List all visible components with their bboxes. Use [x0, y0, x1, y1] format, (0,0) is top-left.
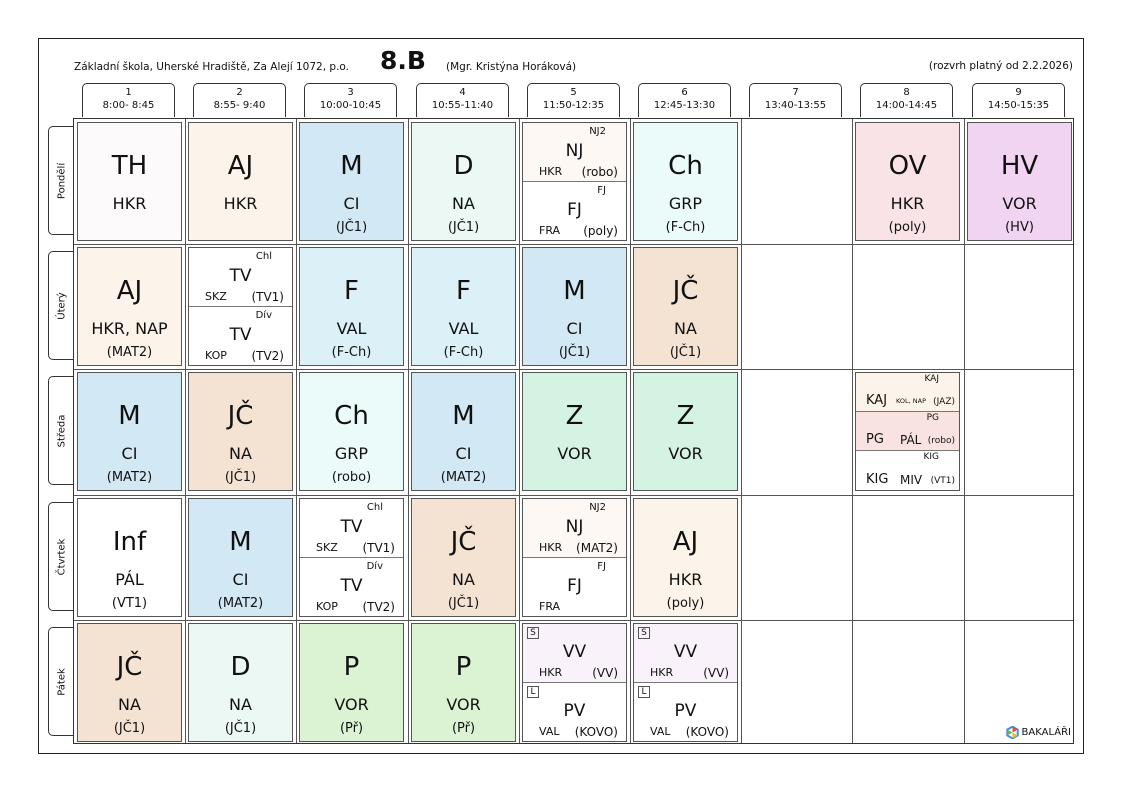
- lesson-subject: VV: [673, 642, 698, 662]
- lesson-room: (JČ1): [447, 596, 480, 611]
- lesson-teacher: HKR: [539, 665, 563, 679]
- period-time: 13:40-13:55: [764, 100, 827, 111]
- lesson-subject: PV: [563, 700, 586, 721]
- lesson-cell[interactable]: [855, 372, 960, 491]
- lesson-subject: Ch: [668, 151, 703, 181]
- lesson-room: (robo): [331, 470, 372, 485]
- period-time: 11:50-12:35: [542, 100, 605, 111]
- period-time: 8:00- 8:45: [102, 100, 155, 111]
- lesson-room: (F-Ch): [665, 220, 706, 235]
- lesson-room: (robo): [581, 164, 618, 179]
- lesson-teacher: PÁL: [115, 570, 144, 589]
- lesson-cell[interactable]: [188, 372, 293, 491]
- lesson-teacher: MIV: [900, 472, 923, 487]
- lesson-group[interactable]: [523, 624, 626, 683]
- lesson-subject: HV: [1000, 151, 1039, 181]
- grid-column-divider: [185, 119, 186, 743]
- lesson-room: (JČ1): [335, 220, 368, 235]
- lesson-teacher: HKR: [539, 540, 563, 554]
- day-name: Pondělí: [56, 162, 67, 199]
- period-header-9: [972, 83, 1065, 117]
- lesson-cell[interactable]: [411, 372, 516, 491]
- lesson-teacher: HKR: [112, 194, 147, 213]
- lesson-cell[interactable]: [967, 122, 1072, 241]
- lesson-cell[interactable]: [522, 372, 627, 491]
- lesson-teacher: NA: [674, 319, 697, 338]
- lesson-group[interactable]: [523, 123, 626, 182]
- lesson-teacher: CI: [455, 444, 472, 463]
- lesson-cell[interactable]: [522, 122, 627, 241]
- lesson-teacher: VAL: [336, 319, 367, 338]
- day-label-1: [48, 251, 74, 360]
- lesson-cell[interactable]: [522, 498, 627, 617]
- lesson-teacher: VAL: [650, 725, 671, 738]
- lesson-teacher: NA: [452, 570, 475, 589]
- lesson-group[interactable]: [300, 499, 403, 558]
- lesson-cell[interactable]: [188, 247, 293, 366]
- lesson-teacher: GRP: [334, 444, 369, 463]
- lesson-group-name: Dív: [255, 309, 272, 321]
- lesson-room: (VT1): [930, 475, 955, 486]
- lesson-subject: TV: [229, 266, 252, 286]
- lesson-group[interactable]: [634, 624, 737, 683]
- lesson-room: (TV1): [362, 540, 395, 555]
- lesson-cell[interactable]: [77, 122, 182, 241]
- period-number: 5: [570, 87, 577, 98]
- lesson-subject: M: [229, 527, 252, 557]
- lesson-room: (MAT2): [217, 596, 264, 611]
- lesson-group[interactable]: [523, 182, 626, 241]
- week-marker: L: [527, 686, 539, 698]
- lesson-subject: Ch: [334, 401, 369, 431]
- lesson-teacher: NA: [229, 444, 252, 463]
- lesson-teacher: VOR: [557, 444, 592, 463]
- period-header-4: [416, 83, 509, 117]
- lesson-room: (JČ1): [224, 721, 257, 736]
- lesson-room: (KOVO): [685, 725, 729, 739]
- lesson-cell[interactable]: [77, 623, 182, 742]
- lesson-cell[interactable]: [77, 498, 182, 617]
- grid-row-divider: [74, 244, 1073, 245]
- lesson-room: (Př): [451, 721, 476, 736]
- lesson-room: (MAT2): [576, 540, 618, 555]
- lesson-subject: JČ: [227, 401, 254, 431]
- lesson-cell[interactable]: [77, 372, 182, 491]
- period-time: 12:45-13:30: [653, 100, 716, 111]
- lesson-teacher: VAL: [539, 725, 560, 738]
- lesson-group[interactable]: [856, 451, 959, 490]
- lesson-group-name: NJ2: [589, 502, 606, 513]
- lesson-cell[interactable]: [299, 122, 404, 241]
- lesson-group-name: FJ: [597, 560, 606, 572]
- lesson-subject: F: [344, 276, 359, 306]
- lesson-subject: M: [340, 151, 363, 181]
- period-number: 4: [459, 87, 466, 98]
- lesson-cell[interactable]: [633, 122, 738, 241]
- lesson-room: (JČ1): [447, 220, 480, 235]
- lesson-teacher: VOR: [446, 695, 481, 714]
- lesson-group-name: Dív: [366, 560, 383, 572]
- lesson-room: (MAT2): [440, 470, 487, 485]
- day-label-4: [48, 627, 74, 736]
- lesson-group[interactable]: [300, 558, 403, 617]
- day-name: Úterý: [56, 291, 67, 320]
- lesson-teacher: KOL, NAP: [896, 396, 927, 405]
- lesson-group-name: Chl: [366, 502, 383, 513]
- lesson-room: (KOVO): [574, 725, 618, 739]
- lesson-subject: P: [343, 652, 360, 682]
- lesson-subject: JČ: [116, 652, 143, 682]
- lesson-room: (TV1): [251, 289, 284, 304]
- period-time: 8:55- 9:40: [213, 100, 266, 111]
- lesson-cell[interactable]: [77, 247, 182, 366]
- lesson-group[interactable]: [856, 412, 959, 451]
- lesson-group[interactable]: [856, 373, 959, 412]
- lesson-teacher: GRP: [668, 194, 703, 213]
- lesson-room: (JČ1): [113, 721, 146, 736]
- lesson-subject: NJ: [565, 517, 584, 537]
- lesson-cell[interactable]: [633, 247, 738, 366]
- lesson-teacher: PÁL: [900, 432, 922, 447]
- lesson-subject: Z: [565, 401, 584, 431]
- lesson-group[interactable]: [523, 499, 626, 558]
- lesson-group-name: KAJ: [924, 374, 939, 384]
- lesson-subject: JČ: [672, 276, 699, 306]
- lesson-subject: AJ: [116, 276, 143, 306]
- lesson-room: (TV2): [362, 600, 395, 614]
- lesson-subject: Z: [676, 401, 695, 431]
- lesson-room: (poly): [888, 220, 927, 235]
- lesson-cell[interactable]: [299, 498, 404, 617]
- lesson-subject: TV: [229, 324, 252, 345]
- lesson-group[interactable]: [523, 683, 626, 742]
- lesson-room: (JAZ): [933, 396, 955, 407]
- lesson-group[interactable]: [523, 558, 626, 617]
- lesson-subject: KIG: [866, 471, 889, 487]
- lesson-teacher: NA: [229, 695, 252, 714]
- lesson-room: (poly): [666, 596, 705, 611]
- lesson-cell[interactable]: [299, 623, 404, 742]
- lesson-teacher: VOR: [668, 444, 703, 463]
- lesson-teacher: FRA: [539, 224, 561, 237]
- week-marker: S: [638, 627, 650, 639]
- lesson-subject: P: [455, 652, 472, 682]
- period-header-3: [304, 83, 397, 117]
- lesson-group-name: KIG: [923, 451, 939, 462]
- day-label-3: [48, 502, 74, 611]
- period-number: 8: [903, 87, 910, 98]
- period-header-5: [527, 83, 620, 117]
- lesson-teacher: NA: [452, 194, 475, 213]
- lesson-subject: F: [456, 276, 471, 306]
- period-time: 14:00-14:45: [875, 100, 938, 111]
- grid-row-divider: [74, 369, 1073, 370]
- period-number: 2: [236, 87, 243, 98]
- lesson-cell[interactable]: [522, 247, 627, 366]
- day-name: Čtvrtek: [56, 538, 67, 575]
- lesson-teacher: FRA: [539, 600, 561, 613]
- lesson-cell[interactable]: [188, 498, 293, 617]
- lesson-teacher: HKR: [223, 194, 258, 213]
- lesson-group-name: NJ2: [589, 126, 606, 137]
- grid-row-divider: [74, 620, 1073, 621]
- lesson-cell[interactable]: [411, 247, 516, 366]
- lesson-room: (F-Ch): [443, 345, 484, 360]
- grid-column-divider: [408, 119, 409, 743]
- lesson-room: (poly): [583, 224, 618, 238]
- period-number: 1: [125, 87, 132, 98]
- lesson-subject: D: [453, 151, 474, 181]
- lesson-teacher: SKZ: [316, 540, 338, 554]
- bakalari-logo: [1006, 726, 1071, 739]
- lesson-subject: AJ: [672, 527, 699, 557]
- lesson-room: (VT1): [111, 596, 148, 611]
- lesson-teacher: NA: [118, 695, 141, 714]
- period-header-8: [860, 83, 953, 117]
- period-header-2: [193, 83, 286, 117]
- lesson-subject: OV: [888, 151, 927, 181]
- lesson-cell[interactable]: [299, 372, 404, 491]
- lesson-room: (MAT2): [106, 470, 153, 485]
- lesson-subject: TV: [340, 575, 363, 596]
- lesson-subject: D: [230, 652, 251, 682]
- lesson-room: (VV): [703, 665, 729, 680]
- lesson-group-name: Chl: [255, 251, 272, 262]
- lesson-room: (JČ1): [669, 345, 702, 360]
- lesson-subject: M: [563, 276, 586, 306]
- lesson-cell[interactable]: [855, 122, 960, 241]
- lesson-cell[interactable]: [522, 623, 627, 742]
- day-label-2: [48, 376, 74, 485]
- period-number: 3: [347, 87, 354, 98]
- lesson-room: (F-Ch): [331, 345, 372, 360]
- grid-row-divider: [74, 495, 1073, 496]
- period-time: 10:00-10:45: [319, 100, 382, 111]
- grid-column-divider: [852, 119, 853, 743]
- lesson-room: (HV): [1005, 220, 1034, 235]
- lesson-teacher: VOR: [1002, 194, 1037, 213]
- lesson-cell[interactable]: [411, 623, 516, 742]
- lesson-teacher: CI: [566, 319, 583, 338]
- lesson-subject: FJ: [567, 575, 582, 596]
- lesson-teacher: KOP: [316, 600, 338, 613]
- week-marker: L: [638, 686, 650, 698]
- lesson-subject: NJ: [565, 141, 584, 161]
- logo-text: BAKALÁŘI: [1021, 727, 1071, 738]
- lesson-group-name: PG: [926, 412, 939, 423]
- lesson-group[interactable]: [634, 683, 737, 742]
- lesson-subject: JČ: [450, 527, 477, 557]
- lesson-teacher: HKR: [539, 164, 563, 178]
- lesson-group-name: FJ: [597, 184, 606, 196]
- lesson-teacher: CI: [121, 444, 138, 463]
- lesson-room: (robo): [927, 435, 955, 446]
- lesson-cell[interactable]: [633, 623, 738, 742]
- lesson-teacher: VAL: [448, 319, 479, 338]
- period-header-1: [82, 83, 175, 117]
- period-time: 14:50-15:35: [987, 100, 1050, 111]
- lesson-teacher: SKZ: [205, 289, 227, 303]
- lesson-subject: AJ: [227, 151, 254, 181]
- grid-column-divider: [964, 119, 965, 743]
- grid-column-divider: [519, 119, 520, 743]
- lesson-teacher: HKR: [650, 665, 674, 679]
- school-name: Základní škola, Uherské Hradiště, Za Alejí 1072, p.o.: [74, 61, 349, 73]
- grid-column-divider: [630, 119, 631, 743]
- day-name: Pátek: [56, 667, 67, 696]
- lesson-room: (JČ1): [558, 345, 591, 360]
- period-time: 10:55-11:40: [431, 100, 494, 111]
- lesson-cell[interactable]: [188, 623, 293, 742]
- lesson-subject: Inf: [112, 527, 147, 557]
- lesson-subject: PG: [866, 431, 884, 447]
- lesson-subject: PV: [674, 700, 697, 721]
- lesson-room: (VV): [592, 665, 618, 680]
- lesson-cell[interactable]: [633, 372, 738, 491]
- period-header-6: [638, 83, 731, 117]
- lesson-cell[interactable]: [299, 247, 404, 366]
- lesson-teacher: HKR: [668, 570, 703, 589]
- period-number: 7: [792, 87, 799, 98]
- lesson-teacher: CI: [343, 194, 360, 213]
- lesson-subject: KAJ: [866, 392, 888, 408]
- period-number: 9: [1015, 87, 1022, 98]
- day-name: Středa: [56, 414, 67, 447]
- lesson-group[interactable]: [189, 248, 292, 307]
- lesson-cell[interactable]: [633, 498, 738, 617]
- lesson-cell[interactable]: [188, 122, 293, 241]
- lesson-teacher: VOR: [334, 695, 369, 714]
- valid-from: (rozvrh platný od 2.2.2026): [928, 60, 1073, 72]
- lesson-teacher: KOP: [205, 349, 227, 362]
- lesson-teacher: HKR, NAP: [91, 319, 168, 338]
- lesson-subject: VV: [562, 642, 587, 662]
- class-teacher: (Mgr. Kristýna Horáková): [446, 61, 577, 73]
- lesson-teacher: HKR: [890, 194, 925, 213]
- lesson-cell[interactable]: [411, 122, 516, 241]
- grid-column-divider: [741, 119, 742, 743]
- week-marker: S: [527, 627, 539, 639]
- lesson-room: (TV2): [251, 349, 284, 363]
- lesson-room: (MAT2): [106, 345, 153, 360]
- bakalari-hexagon-icon: [1006, 726, 1019, 739]
- lesson-teacher: CI: [232, 570, 249, 589]
- lesson-subject: FJ: [567, 199, 582, 220]
- grid-column-divider: [296, 119, 297, 743]
- lesson-subject: TH: [111, 151, 148, 181]
- period-number: 6: [681, 87, 688, 98]
- period-header-7: [749, 83, 842, 117]
- class-name: 8.B: [380, 46, 426, 75]
- lesson-subject: TV: [340, 517, 363, 537]
- timetable-grid: [73, 118, 1074, 744]
- lesson-room: (JČ1): [224, 470, 257, 485]
- lesson-subject: M: [452, 401, 475, 431]
- lesson-subject: M: [118, 401, 141, 431]
- day-label-0: [48, 126, 74, 235]
- lesson-room: (Př): [339, 721, 364, 736]
- lesson-cell[interactable]: [411, 498, 516, 617]
- lesson-group[interactable]: [189, 307, 292, 366]
